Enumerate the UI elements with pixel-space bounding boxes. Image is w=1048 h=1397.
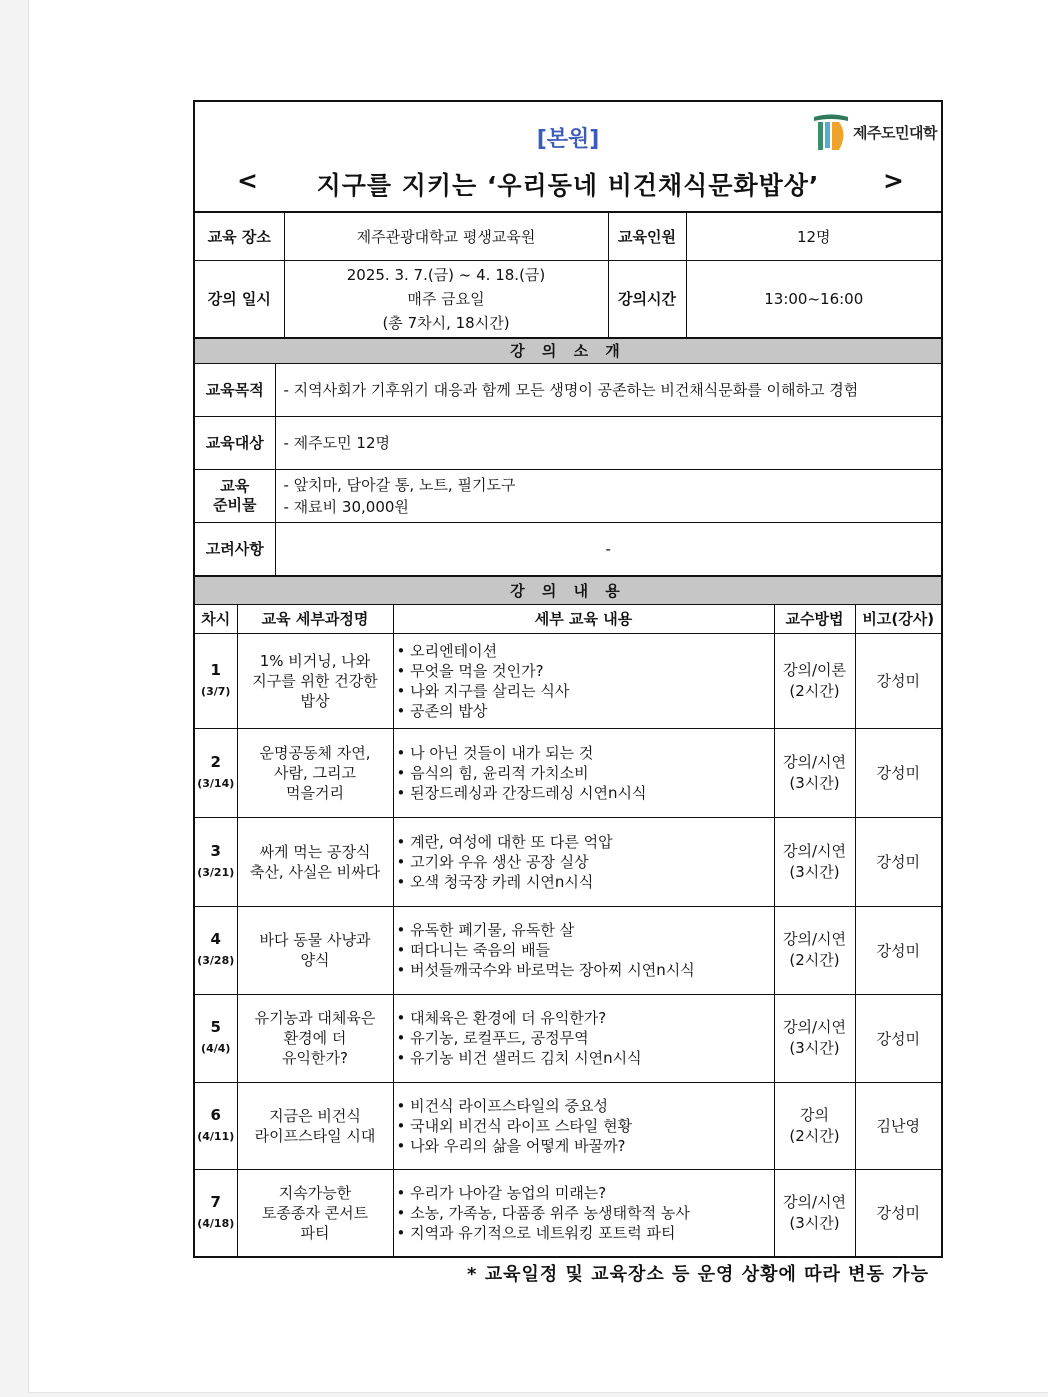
- session-no: 6: [210, 1105, 221, 1124]
- instructor-name: 강성미: [855, 728, 941, 817]
- header-method: 교수방법: [774, 604, 855, 633]
- notes-value: -: [275, 522, 941, 575]
- supplies-line2: - 재료비 30,000원: [283, 497, 409, 516]
- list-item: • 된장드레싱과 간장드레싱 시연n시식: [396, 783, 647, 802]
- teaching-method: [774, 1082, 855, 1169]
- target-value: - 제주도민 12명: [275, 416, 941, 469]
- supplies-label-line2: 준비물: [213, 495, 257, 514]
- teaching-method: [774, 728, 855, 817]
- teaching-method: [774, 633, 855, 728]
- lecture-plan-document: [193, 100, 943, 1258]
- course-line: 파티: [300, 1223, 330, 1242]
- method-line: 강의/시연: [782, 841, 846, 860]
- supplies-line1: - 앞치마, 담아갈 통, 노트, 필기도구: [283, 475, 516, 494]
- university-logo: [812, 112, 937, 152]
- session-number: [195, 994, 237, 1082]
- session-date: (4/11): [197, 1129, 235, 1143]
- course-line: 유기농과 대체육은: [254, 1009, 376, 1027]
- session-date: (4/4): [201, 1042, 231, 1055]
- list-item: • 떠다니는 죽음의 배들: [396, 941, 551, 959]
- course-line: 1% 비거닝, 나와: [259, 651, 371, 670]
- table-row: [195, 1082, 941, 1169]
- date-value: [284, 260, 608, 337]
- branch-label: [본원]: [536, 127, 600, 152]
- method-line: 강의/시연: [782, 1192, 846, 1211]
- list-item: • 지역과 유기적으로 네트워킹 포트럭 파티: [396, 1223, 676, 1242]
- session-date: (3/7): [201, 684, 231, 698]
- instructor-name: 강성미: [855, 633, 941, 728]
- instructor-name: 강성미: [855, 817, 941, 906]
- list-item: • 우리가 나아갈 농업의 미래는?: [396, 1183, 607, 1202]
- course-line: 운명공동체 자연,: [259, 743, 371, 762]
- date-label: 강의 일시: [195, 260, 284, 337]
- table-row: [195, 817, 941, 906]
- notes-row: [195, 522, 941, 575]
- method-line: (2시간): [789, 1126, 840, 1145]
- teaching-method: [774, 1169, 855, 1256]
- list-item: • 나와 우리의 삶을 어떻게 바꿀까?: [396, 1136, 626, 1155]
- session-number: [195, 817, 237, 906]
- purpose-value: - 지역사회가 기후위기 대응과 함께 모든 생명이 공존하는 비건채식문화를 이해하고 경험: [275, 363, 941, 416]
- page-sheet: [28, 0, 1048, 1393]
- logo-text: 제주도민대학: [853, 123, 937, 142]
- teaching-method: [774, 817, 855, 906]
- supplies-label-line1: 교육: [220, 476, 250, 495]
- session-date: (3/21): [197, 865, 235, 879]
- course-line: 환경에 더: [283, 1029, 347, 1047]
- list-item: • 오리엔테이션: [396, 641, 498, 660]
- course-content: [393, 817, 774, 906]
- course-line: 지구를 위한 건강한: [252, 671, 378, 690]
- course-content: [393, 906, 774, 994]
- info-table: [195, 213, 941, 338]
- course-name: [237, 817, 393, 906]
- course-name: [237, 994, 393, 1082]
- date-total: (총 7차시, 18시간): [382, 313, 510, 332]
- footer-note: * 교육일정 및 교육장소 등 운영 상황에 따라 변동 가능: [467, 1264, 929, 1285]
- list-item: • 유기농, 로컬푸드, 공정무역: [396, 1029, 589, 1047]
- method-line: (3시간): [789, 773, 840, 792]
- course-line: 밥상: [300, 691, 330, 710]
- supplies-label: [195, 469, 275, 522]
- list-item: • 대체육은 환경에 더 유익한가?: [396, 1009, 607, 1027]
- teaching-method: [774, 994, 855, 1082]
- session-date: (3/14): [197, 776, 235, 790]
- intro-section-title: 강 의 소 개: [195, 338, 941, 363]
- table-row: [195, 994, 941, 1082]
- session-no: 3: [210, 841, 221, 860]
- list-item: • 음식의 힘, 윤리적 가치소비: [396, 763, 589, 782]
- course-line: 토종종자 콘서트: [261, 1203, 369, 1222]
- course-content: [393, 994, 774, 1082]
- session-date: (4/18): [197, 1216, 235, 1230]
- course-line: 양식: [300, 951, 330, 969]
- course-line: 지금은 비건식: [269, 1106, 361, 1125]
- method-line: (2시간): [789, 681, 840, 700]
- course-line: 싸게 먹는 공장식: [259, 842, 371, 861]
- session-no: 4: [210, 930, 221, 948]
- method-line: (2시간): [789, 951, 840, 969]
- session-no: 7: [210, 1192, 221, 1211]
- course-line: 축산, 사실은 비싸다: [249, 862, 381, 881]
- intro-table: [195, 338, 941, 576]
- instructor-name: 강성미: [855, 994, 941, 1082]
- list-item: • 비건식 라이프스타일의 중요성: [396, 1096, 609, 1115]
- capacity-value: 12명: [686, 213, 941, 260]
- table-row: [195, 728, 941, 817]
- list-item: • 버섯들깨국수와 바로먹는 장아찌 시연n시식: [396, 961, 695, 979]
- course-content: [393, 633, 774, 728]
- list-item: • 나 아닌 것들이 내가 되는 것: [396, 743, 594, 762]
- session-no: 1: [210, 660, 221, 679]
- method-line: 강의/시연: [782, 1018, 846, 1036]
- header-instructor: 비고(강사): [855, 604, 941, 633]
- method-line: (3시간): [789, 1213, 840, 1232]
- table-row: [195, 633, 941, 728]
- list-item: • 공존의 밥상: [396, 701, 488, 720]
- schedule-table: [195, 576, 941, 1257]
- table-row: [195, 1169, 941, 1256]
- date-row: [195, 260, 941, 337]
- course-line: 유익한가?: [282, 1049, 348, 1067]
- session-number: [195, 1169, 237, 1256]
- supplies-value: [275, 469, 941, 522]
- supplies-row: [195, 469, 941, 522]
- teaching-method: [774, 906, 855, 994]
- time-value: 13:00~16:00: [686, 260, 941, 337]
- method-line: 강의/이론: [782, 660, 846, 679]
- method-line: (3시간): [789, 1039, 840, 1057]
- session-date: (3/28): [197, 954, 235, 967]
- list-item: • 국내외 비건식 라이프 스타일 현황: [396, 1116, 633, 1135]
- list-item: • 오색 청국장 카레 시연n시식: [396, 872, 594, 891]
- target-row: [195, 416, 941, 469]
- schedule-section-title: 강 의 내 용: [195, 576, 941, 604]
- course-line: 사람, 그리고: [274, 763, 356, 782]
- header-session: 차시: [195, 604, 237, 633]
- place-label: 교육 장소: [195, 213, 284, 260]
- list-item: • 소농, 가족농, 다품종 위주 농생태학적 농사: [396, 1203, 690, 1222]
- page-title: [195, 166, 941, 202]
- course-line: 바다 동물 사냥과: [259, 931, 371, 949]
- list-item: • 계란, 여성에 대한 또 다른 억압: [396, 832, 613, 851]
- logo-icon: [812, 112, 850, 152]
- course-line: 라이프스타일 시대: [254, 1126, 376, 1145]
- purpose-row: [195, 363, 941, 416]
- schedule-header-row: [195, 604, 941, 633]
- list-item: • 유기농 비건 샐러드 김치 시연n시식: [396, 1049, 642, 1067]
- session-number: [195, 1082, 237, 1169]
- session-number: [195, 728, 237, 817]
- title-bracket-left: <: [237, 166, 259, 195]
- course-content: [393, 1082, 774, 1169]
- document-header: [195, 102, 941, 213]
- instructor-name: 강성미: [855, 1169, 941, 1256]
- course-name: [237, 906, 393, 994]
- title-text: 지구를 지키는 ‘우리동네 비건채식문화밥상’: [316, 171, 820, 200]
- place-value: 제주관광대학교 평생교육원: [284, 213, 608, 260]
- method-line: 강의/시연: [782, 930, 846, 948]
- session-no: 5: [210, 1018, 221, 1036]
- course-content: [393, 728, 774, 817]
- table-row: [195, 906, 941, 994]
- list-item: • 고기와 우유 생산 공장 실상: [396, 852, 589, 871]
- course-line: 먹을거리: [286, 783, 344, 802]
- header-content: 세부 교육 내용: [393, 604, 774, 633]
- purpose-label: 교육목적: [195, 363, 275, 416]
- method-line: 강의/시연: [782, 752, 846, 771]
- capacity-label: 교육인원: [608, 213, 686, 260]
- course-line: 지속가능한: [278, 1183, 352, 1202]
- course-content: [393, 1169, 774, 1256]
- instructor-name: 강성미: [855, 906, 941, 994]
- instructor-name: 김난영: [855, 1082, 941, 1169]
- notes-label: 고려사항: [195, 522, 275, 575]
- time-label: 강의시간: [608, 260, 686, 337]
- session-number: [195, 906, 237, 994]
- session-no: 2: [210, 752, 221, 771]
- place-row: [195, 213, 941, 260]
- session-number: [195, 633, 237, 728]
- target-label: 교육대상: [195, 416, 275, 469]
- course-name: [237, 1169, 393, 1256]
- list-item: • 무엇을 먹을 것인가?: [396, 661, 544, 680]
- header-course: 교육 세부과정명: [237, 604, 393, 633]
- date-weekday: 매주 금요일: [407, 289, 485, 308]
- list-item: • 나와 지구를 살리는 식사: [396, 681, 570, 700]
- date-range: 2025. 3. 7.(금) ~ 4. 18.(금): [346, 265, 546, 284]
- course-name: [237, 633, 393, 728]
- course-name: [237, 1082, 393, 1169]
- course-name: [237, 728, 393, 817]
- list-item: • 유독한 폐기물, 유독한 살: [396, 921, 575, 939]
- title-bracket-right: >: [883, 166, 905, 195]
- method-line: 강의: [800, 1105, 829, 1124]
- method-line: (3시간): [789, 862, 840, 881]
